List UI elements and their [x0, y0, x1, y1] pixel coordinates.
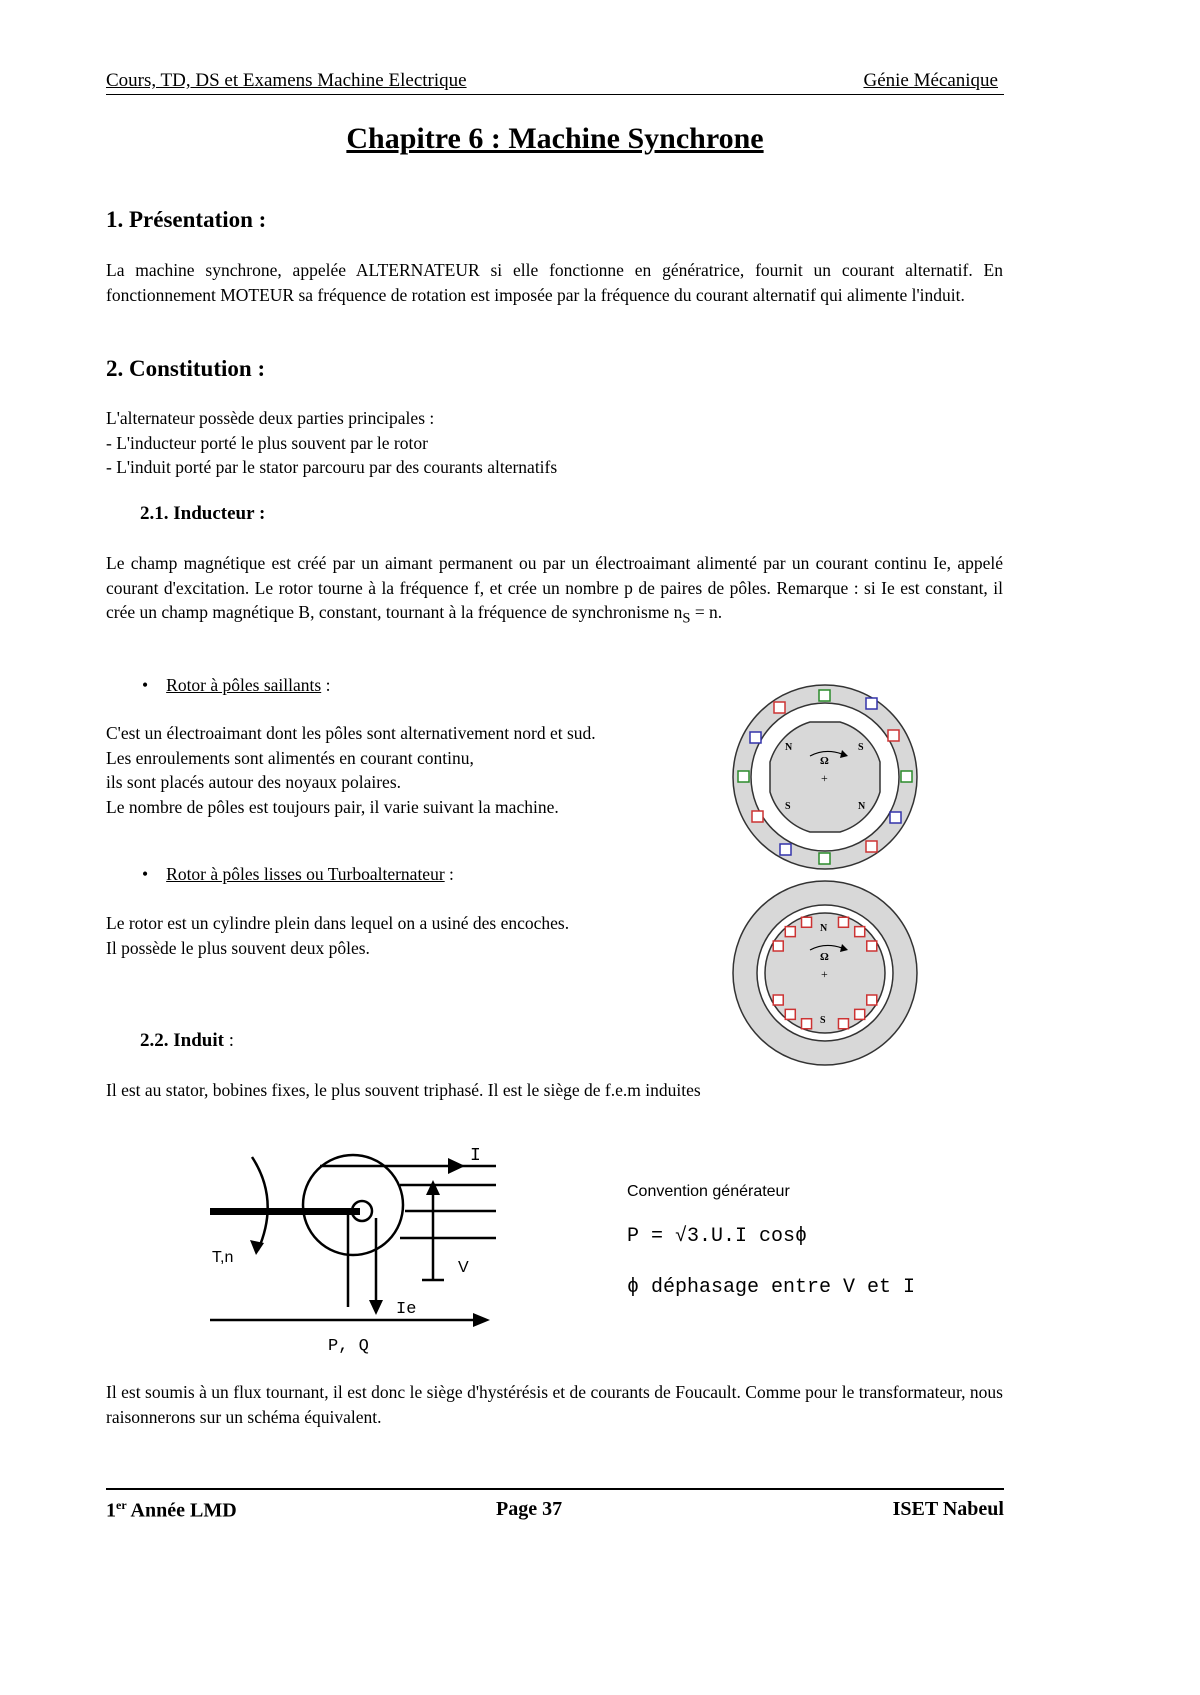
paragraph-inducteur: [106, 551, 1003, 631]
heading-inducteur: 2.1. Inducteur :: [140, 503, 266, 524]
paragraph-induit: Il est au stator, bobines fixes, le plus souvent triphasé. Il est le siège de f.e.m induites: [106, 1080, 701, 1100]
bullet-smooth-poles: • Rotor à pôles lisses ou Turboalternateur :: [142, 864, 454, 884]
paragraph-constitution: [106, 406, 1003, 480]
torque-label: T,n: [212, 1249, 234, 1266]
heading-constitution: 2. Constitution :: [106, 356, 266, 381]
paragraph-smooth: [106, 911, 706, 960]
footer-text: Année LMD: [126, 1499, 237, 1522]
pole-label-n: N: [820, 923, 828, 934]
pole-label-s: S: [785, 801, 791, 812]
omega-label: Ω: [820, 755, 829, 767]
rotor-slot: [802, 917, 812, 927]
rotor-slot: [773, 995, 783, 1005]
header-department: Génie Mécanique: [863, 70, 998, 91]
center-mark: +: [821, 771, 828, 785]
heading-text: 2.2. Induit: [140, 1030, 224, 1051]
bullet-suffix: :: [321, 675, 331, 695]
phase-definition: ϕ déphasage entre V et I: [627, 1276, 916, 1299]
voltage-label-v: V: [458, 1259, 469, 1276]
page-footer: [106, 1488, 1004, 1522]
excitation-label-ie: Ie: [396, 1300, 417, 1319]
bullet-salient-poles: • Rotor à pôles saillants :: [142, 675, 331, 695]
header-course: Cours, TD, DS et Examens Machine Electrique: [106, 70, 467, 91]
page-number: Page 37: [496, 1498, 563, 1520]
text-line: Les enroulements sont alimentés en courant continu,: [106, 747, 474, 768]
rotor-slot: [855, 1009, 865, 1019]
paragraph-closing: Il est soumis à un flux tournant, il est donc le siège d'hystérésis et de courants de Foucault. Comme pour le transformateur, nous raisonnerons sur un schéma équivalent.: [106, 1382, 1003, 1427]
pole-label-s: S: [820, 1015, 826, 1026]
smooth-pole-rotor-figure: [730, 878, 920, 1068]
footer-year: [106, 1498, 237, 1523]
power-formula: P = √3.U.I cosϕ: [627, 1225, 808, 1248]
paragraph-salient: [106, 721, 706, 819]
footer-sup: er: [116, 1498, 127, 1512]
subscript: S: [682, 610, 691, 627]
text-line: Le rotor est un cylindre plein dans lequel on a usiné des encoches.: [106, 913, 570, 933]
bullet-suffix: :: [444, 864, 454, 884]
salient-pole-rotor-figure: [730, 682, 920, 872]
rotor-slot: [802, 1019, 812, 1029]
footer-text: 1: [106, 1499, 116, 1522]
heading-suffix: :: [223, 1030, 234, 1051]
bullet-label: Rotor à pôles saillants: [166, 675, 322, 695]
rotor-slot: [867, 995, 877, 1005]
page-header: [106, 70, 1004, 95]
rotor-slot: [838, 1019, 848, 1029]
center-mark: +: [821, 967, 828, 981]
page-title: Chapitre 6 : Machine Synchrone: [346, 122, 764, 155]
rotor-slot: [867, 941, 877, 951]
text-line: C'est un électroaimant dont les pôles sont alternativement nord et sud.: [106, 723, 596, 743]
rotor-slot: [785, 1009, 795, 1019]
convention-label: Convention générateur: [627, 1183, 790, 1200]
pole-label-n: N: [785, 742, 793, 753]
footer-institution: ISET Nabeul: [892, 1498, 1004, 1520]
text-line: Le nombre de pôles est toujours pair, il varie suivant la machine.: [106, 796, 559, 817]
heading-presentation: 1. Présentation :: [106, 207, 267, 232]
pole-label-n: N: [858, 801, 866, 812]
pole-label-s: S: [858, 742, 864, 753]
heading-induit: [140, 1030, 234, 1052]
text-line: - L'inducteur porté le plus souvent par le rotor: [106, 432, 428, 453]
rotor-slot: [773, 941, 783, 951]
text: = n.: [690, 602, 723, 622]
power-label: P, Q: [328, 1337, 369, 1356]
rotor-slot: [855, 927, 865, 937]
text-line: L'alternateur possède deux parties principales :: [106, 408, 435, 428]
text-line: ils sont placés autour des noyaux polaires.: [106, 772, 402, 792]
rotor-slot: [785, 927, 795, 937]
rotor-slot: [838, 917, 848, 927]
current-label-i: I: [470, 1146, 481, 1166]
omega-label: Ω: [820, 951, 829, 963]
text-line: Il possède le plus souvent deux pôles.: [106, 937, 370, 958]
alternator-circuit-diagram: [200, 1140, 520, 1360]
paragraph-presentation: La machine synchrone, appelée ALTERNATEUR si elle fonctionne en génératrice, fournit un courant alternatif. En fonctionnement MOTEUR sa fréquence de rotation est imposée par la fréquence du courant alternatif qui alimente l'induit.: [106, 260, 1003, 305]
bullet-label: Rotor à pôles lisses ou Turboalternateur: [166, 864, 445, 884]
text-line: - L'induit porté par le stator parcouru par des courants alternatifs: [106, 457, 558, 477]
text: Le champ magnétique est créé par un aimant permanent ou par un électroaimant alimenté par un courant continu Ie, appelé courant d'excitation. Le rotor tourne à la fréquence f, et crée un nombre p de paires de pôles. Remarque : si Ie est constant, il crée un champ magnétique B, constant, tournant à la fréquence de synchronisme n: [106, 553, 1003, 622]
